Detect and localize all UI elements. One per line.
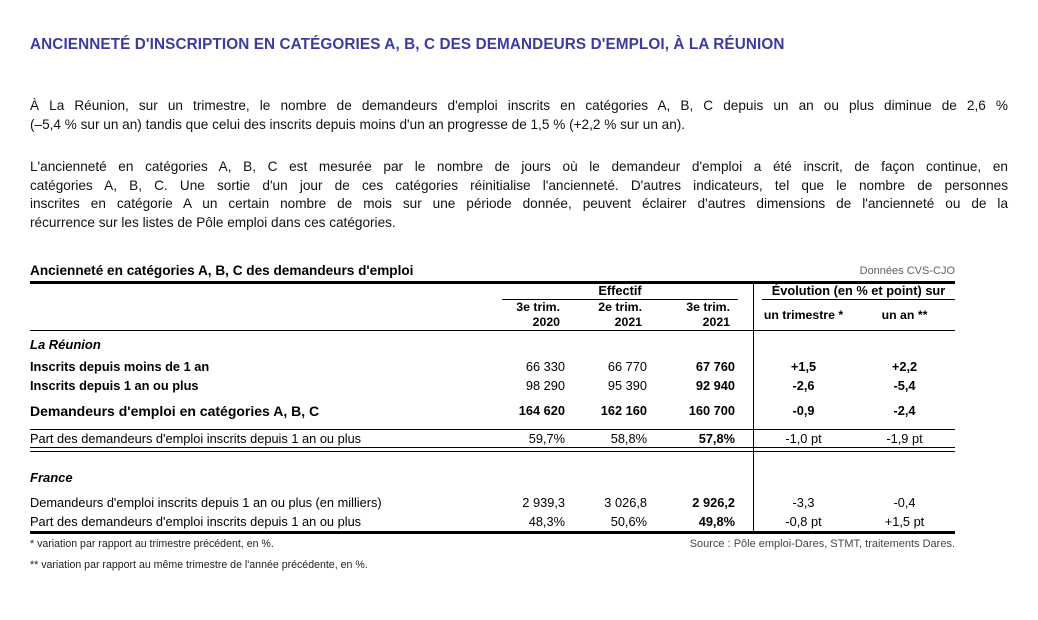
spacer: [30, 486, 955, 494]
row-label: Inscrits depuis moins de 1 an: [30, 358, 210, 374]
column-header-q3-2021: [650, 300, 738, 329]
evolution-trimestre: -3,3: [792, 495, 815, 511]
table-row: [30, 494, 955, 513]
evolution-trimestre: -0,8 pt: [785, 513, 822, 529]
value-q3-2020: 59,7%: [528, 430, 565, 446]
value-q3-2021: 160 700: [688, 403, 735, 419]
value-q2-2021: 162 160: [600, 403, 647, 419]
footnote-row: [30, 538, 955, 550]
paragraph-line: L'ancienneté en catégories A, B, C est mesurée par le nombre de jours où le demandeur d'emploi a été inscrit, de façon continue, en: [30, 159, 1008, 175]
page-title: ANCIENNETÉ D'INSCRIPTION EN CATÉGORIES A, B, C DES DEMANDEURS D'EMPLOI, À LA RÉUNION: [30, 36, 785, 53]
column-header-line: 3e trim.: [686, 300, 730, 315]
table-header-groups: [30, 284, 955, 300]
column-header-line: 2e trim.: [598, 300, 642, 315]
value-q2-2021: 58,8%: [610, 430, 647, 446]
value-q3-2021: 49,8%: [698, 513, 735, 529]
column-header-line: 2021: [702, 314, 730, 329]
section-row-france: [30, 469, 955, 486]
column-header-line: 2020: [532, 314, 560, 329]
intro-paragraph-1: [30, 97, 1008, 134]
value-q2-2021: 95 390: [607, 377, 647, 393]
spacer: [30, 452, 955, 464]
table-row-part: [30, 429, 955, 448]
evolution-trimestre: -0,9: [792, 403, 815, 419]
section-row-reunion: [30, 336, 955, 353]
evolution-an: -2,4: [893, 403, 916, 419]
value-q2-2021: 66 770: [607, 358, 647, 374]
value-q3-2021: 57,8%: [698, 430, 735, 446]
value-q3-2020: 48,3%: [528, 513, 565, 529]
evolution-an: +2,2: [891, 358, 918, 374]
table-title: Ancienneté en catégories A, B, C des demandeurs d'emploi: [30, 262, 414, 278]
value-q3-2021: 2 926,2: [692, 495, 735, 511]
column-header-q3-2020: [480, 300, 568, 329]
column-header-an: un an **: [881, 307, 928, 322]
evolution-an: -5,4: [893, 377, 916, 393]
paragraph-line: récurrence sur les listes de Pôle emploi dans ces catégories.: [30, 214, 396, 230]
value-q2-2021: 50,6%: [610, 513, 647, 529]
table-row: [30, 376, 955, 395]
evolution-an: -0,4: [893, 495, 916, 511]
row-label: Inscrits depuis 1 an ou plus: [30, 377, 199, 393]
evolution-an: +1,5 pt: [884, 513, 925, 529]
value-q3-2020: 164 620: [518, 403, 565, 419]
value-q3-2020: 98 290: [525, 377, 565, 393]
paragraph-line: (–5,4 % sur un an) tandis que celui des inscrits depuis moins d'un an progresse de 1,5 % (+2,2 % sur un an).: [30, 116, 686, 132]
column-group-effectif: Effectif: [502, 284, 738, 300]
row-label: Demandeurs d'emploi inscrits depuis 1 an ou plus (en milliers): [30, 495, 382, 511]
row-label: Part des demandeurs d'emploi inscrits depuis 1 an ou plus: [30, 513, 362, 529]
section-label: France: [30, 469, 73, 485]
column-header-trimestre: un trimestre *: [763, 307, 844, 322]
column-group-evolution: Évolution (en % et point) sur: [762, 284, 955, 300]
statistics-table: [30, 281, 955, 534]
evolution-trimestre: -1,0 pt: [785, 430, 822, 446]
value-q3-2021: 92 940: [695, 377, 735, 393]
row-label: Demandeurs d'emploi en catégories A, B, C: [30, 402, 320, 419]
table-row: [30, 512, 955, 531]
value-q3-2020: 66 330: [525, 358, 565, 374]
table-title-row: [30, 263, 955, 278]
source-note: Source : Pôle emploi-Dares, STMT, traitements Dares.: [689, 537, 955, 550]
evolution-trimestre: +1,5: [790, 358, 817, 374]
column-header-q2-2021: [568, 300, 650, 329]
paragraph-line: inscrites en catégorie A un certain nombre de mois sur une période donnée, peuvent éclairer d'autres dimensions de l'ancienneté ou de la: [30, 196, 1008, 212]
intro-paragraph-2: [30, 158, 1008, 232]
paragraph-line: À La Réunion, sur un trimestre, le nombre de demandeurs d'emploi inscrits en catégories A, B, C depuis un an ou plus diminue de 2,6 %: [30, 98, 1008, 113]
column-header-line: 3e trim.: [516, 300, 560, 315]
table-vertical-divider: [753, 284, 754, 531]
evolution-trimestre: -2,6: [792, 377, 815, 393]
footnote-1: * variation par rapport au trimestre précédent, en %.: [30, 537, 274, 550]
table-row: [30, 357, 955, 376]
row-label: Part des demandeurs d'emploi inscrits depuis 1 an ou plus: [30, 430, 362, 446]
column-header-line: 2021: [614, 314, 642, 329]
evolution-an: -1,9 pt: [886, 430, 923, 446]
paragraph-line: catégories A, B, C. Une sortie d'un jour de ces catégories réinitialise l'ancienneté. D'autres indicateurs, tel que le nombre de personnes: [30, 177, 1008, 193]
section-label: La Réunion: [30, 336, 101, 352]
table-row-total: [30, 401, 955, 421]
value-q2-2021: 3 026,8: [604, 495, 647, 511]
table-header-columns: [30, 300, 955, 331]
value-q3-2021: 67 760: [695, 358, 735, 374]
data-note: Données CVS-CJO: [859, 264, 955, 277]
value-q3-2020: 2 939,3: [522, 495, 565, 511]
footnote-2: ** variation par rapport au même trimestre de l'année précédente, en %.: [30, 558, 368, 571]
